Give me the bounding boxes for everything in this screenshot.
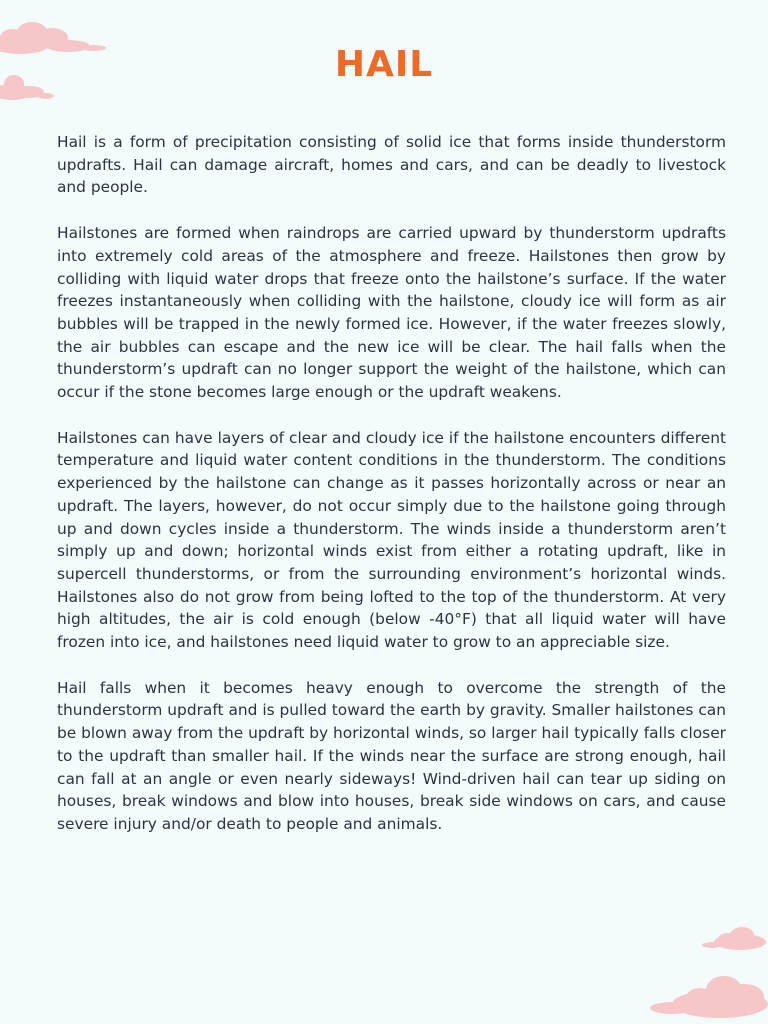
cloud-decoration-bottom-right-small: [702, 926, 768, 952]
paragraph-layers: Hailstones can have layers of clear and cloudy ice if the hailstone encounters different temperature and liquid water content conditions in the thunderstorm. The conditions experienced by the hailstone can change as it passes horizontally across or near an updraft. The layers, however, do not occur simply due to the hailstone going through up and down cycles inside a thunderstorm. The winds inside a thunderstorm aren’t simply up and down; horizontal winds exist from either a rotating updraft, like in supercell thunderstorms, or from the surrounding environment’s horizontal winds. Hailstones also do not grow from being lofted to the top of the thunderstorm. At very high altitudes, the air is cold enough (below -40°F) that all liquid water will have frozen into ice, and hailstones need liquid water to grow to an appreciable size.: [57, 428, 726, 652]
paragraph-intro: Hail is a form of precipitation consisting of solid ice that forms inside thunderstorm updrafts. Hail can damage aircraft, homes and cars, and can be deadly to livestock and people.: [57, 133, 726, 197]
article-body: [57, 131, 726, 859]
page-title: HAIL: [334, 44, 434, 85]
paragraph-formation: Hailstones are formed when raindrops are carried upward by thunderstorm updrafts into extremely cold areas of the atmosphere and freeze. Hailstones then grow by colliding with liquid water drops that freeze onto the hailstone’s surface. If the water freezes instantaneously when colliding with the hailstone, cloudy ice will form as air bubbles will be trapped in the newly formed ice. However, if the water freezes slowly, the air bubbles can escape and the new ice will be clear. The hail falls when the thunderstorm’s updraft can no longer support the weight of the hailstone, which can occur if the stone becomes large enough or the updraft weakens.: [57, 224, 726, 402]
cloud-decoration-bottom-right: [650, 970, 768, 1024]
paragraph-falling: Hail falls when it becomes heavy enough to overcome the strength of the thunderstorm updraft and is pulled toward the earth by gravity. Smaller hailstones can be blown away from the updraft by horizontal winds, so larger hail typically falls closer to the updraft than smaller hail. If the winds near the surface are strong enough, hail can fall at an angle or even nearly sideways! Wind-driven hail can tear up siding on houses, break windows and blow into houses, break side windows on cars, and cause severe injury and/or death to people and animals.: [57, 678, 726, 833]
